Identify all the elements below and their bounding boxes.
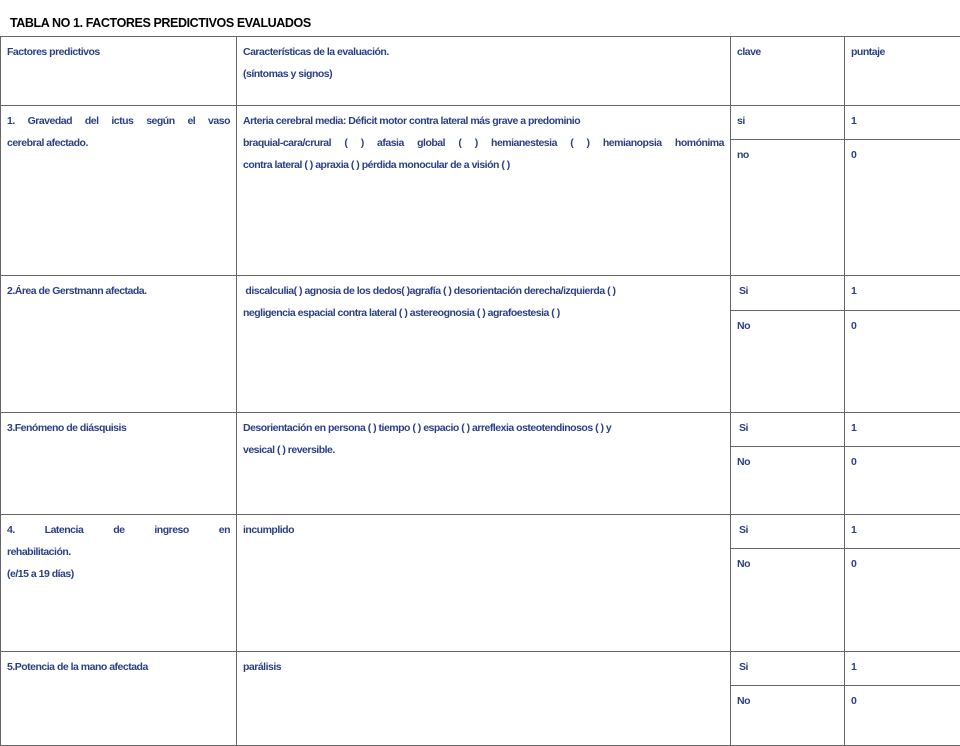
score-no-cell: 0 [845,140,960,276]
header-key: clave [731,37,845,106]
key-no-cell: No [731,549,845,652]
characteristics-cell: parálisis [237,652,731,746]
key-no-cell: No [731,686,845,746]
key-no-cell: No [731,311,845,413]
score-no-cell: 0 [845,549,960,652]
header-characteristics: Características de la evaluación. (síntomas y signos) [237,37,731,106]
key-yes-cell: Si [731,413,845,447]
table-row [1,652,960,686]
table-row [1,515,960,549]
header-score: puntaje [845,37,960,106]
score-yes-cell: 1 [845,106,960,140]
table-row [1,413,960,447]
factor-cell: 1. Gravedad del ictus según el vaso cerebral afectado. [1,106,237,276]
score-no-cell: 0 [845,686,960,746]
table-row [1,106,960,140]
factor-cell: 2.Área de Gerstmann afectada. [1,276,237,413]
characteristics-cell: incumplido [237,515,731,652]
table-row [1,276,960,311]
header-factors: Factores predictivos [1,37,237,106]
factor-cell: 3.Fenómeno de diásquisis [1,413,237,515]
key-no-cell: no [731,140,845,276]
characteristics-cell: Desorientación en persona ( ) tiempo ( ) espacio ( ) arreflexia osteotendinosos ( ) y vesical ( ) reversible. [237,413,731,515]
score-yes-cell: 1 [845,515,960,549]
table-header-row [1,37,960,106]
score-no-cell: 0 [845,311,960,413]
key-yes-cell: Si [731,276,845,311]
factor-cell: 5.Potencia de la mano afectada [1,652,237,746]
key-yes-cell: Si [731,515,845,549]
score-yes-cell: 1 [845,652,960,686]
key-yes-cell: si [731,106,845,140]
predictive-factors-table [0,36,960,746]
table-title: TABLA NO 1. FACTORES PREDICTIVOS EVALUADOS [10,16,311,30]
key-yes-cell: Si [731,652,845,686]
key-no-cell: No [731,447,845,515]
score-yes-cell: 1 [845,413,960,447]
score-yes-cell: 1 [845,276,960,311]
characteristics-cell: Arteria cerebral media: Déficit motor contra lateral más grave a predominio braquial-cara/crural ( ) afasia global ( ) hemianestesia ( ) hemianopsia homónima contra lateral ( ) apraxia ( ) pérdida monocular de a visión ( ) [237,106,731,276]
score-no-cell: 0 [845,447,960,515]
characteristics-cell: discalculia( ) agnosia de los dedos( )agrafía ( ) desorientación derecha/izquierda ( ) negligencia espacial contra lateral ( ) astereognosia ( ) agrafoestesia ( ) [237,276,731,413]
factor-cell: 4. Latencia de ingreso en rehabilitación. (e/15 a 19 días) [1,515,237,652]
